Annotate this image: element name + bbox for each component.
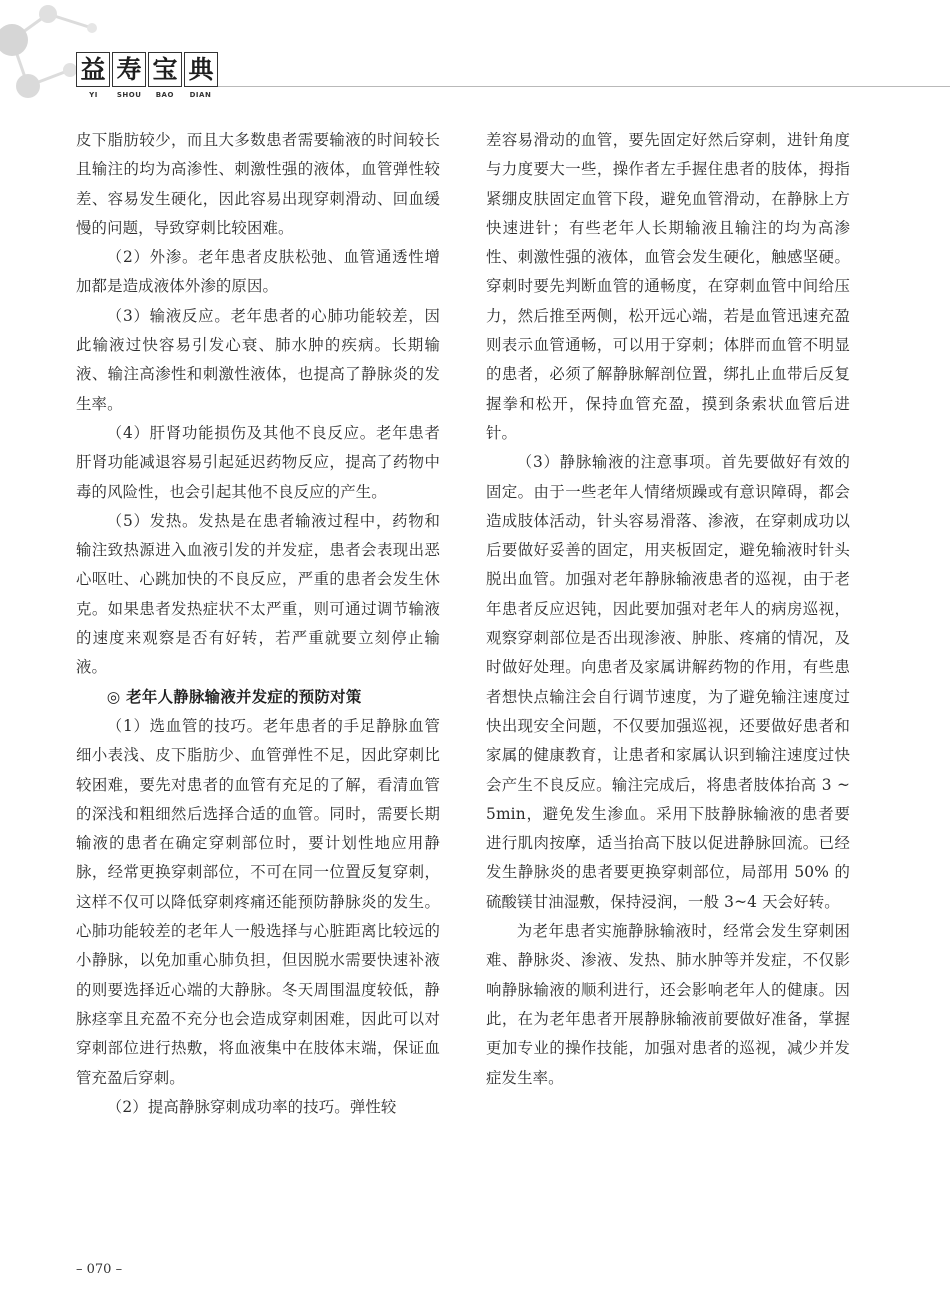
logo-characters <box>76 52 218 87</box>
logo-pinyin-2: SHOU <box>116 91 142 99</box>
logo-pinyin-3: BAO <box>155 91 174 99</box>
header-rule <box>218 86 950 87</box>
right-column <box>486 126 850 1093</box>
logo-char-4: 典 <box>184 52 218 87</box>
paragraph: （4）肝肾功能损伤及其他不良反应。老年患者肝肾功能减退容易引起延迟药物反应，提高了药物中毒的风险性，也会引起其他不良反应的产生。 <box>76 423 440 501</box>
paragraph: （2）外渗。老年患者皮肤松弛、血管通透性增加都是造成液体外渗的原因。 <box>76 248 440 296</box>
paragraph: 为老年患者实施静脉输液时，经常会发生穿刺困难、静脉炎、渗液、发热、肺水肿等并发症，不仅影响静脉输液的顺利进行，还会影响老年人的健康。因此，在为老年患者开展静脉输液前要做好准备，掌握更加专业的操作技能，加强对患者的巡视，减少并发症发生率。 <box>486 922 850 1087</box>
magazine-logo <box>76 52 218 99</box>
paragraph: （5）发热。发热是在患者输液过程中，药物和输注致热源进入血液引发的并发症，患者会表现出恶心呕吐、心跳加快的不良反应，严重的患者会发生休克。如果患者发热症状不太严重，则可通过调节输液的速度来观察是否有好转，若严重就要立刻停止输液。 <box>76 511 440 677</box>
paragraph: （3）静脉输液的注意事项。首先要做好有效的固定。由于一些老年人情绪烦躁或有意识障碍，都会造成肢体活动，针头容易滑落、渗液，在穿刺成功以后要做好妥善的固定，用夹板固定，避免输液时针头脱出血管。加强对老年静脉输液患者的巡视，由于老年患者反应迟钝，因此要加强对老年人的病房巡视，观察穿刺部位是否出现渗液、肿胀、疼痛的情况，及时做好处理。向患者及家属讲解药物的作用，有些患者想快点输注会自行调节速度，为了避免输注速度过快出现安全问题，不仅要加强巡视，还要做好患者和家属的健康教育，让患者和家属认识到输注速度过快会产生不良反应。输注完成后，将患者肢体抬高 3 ~ 5min，避免发生渗血。采用下肢静脉输液的患者要进行肌肉按摩，适当抬高下肢以促进静脉回流。已经发生静脉炎的患者要更换穿刺部位，局部用 50% 的硫酸镁甘油湿敷，保持浸润，一般 3~4 天会好转。 <box>486 453 850 911</box>
section-heading: ◎ 老年人静脉输液并发症的预防对策 <box>106 687 362 706</box>
logo-char-2: 寿 <box>112 52 146 87</box>
logo-pinyin-1: YI <box>89 91 98 99</box>
logo-pinyin <box>76 91 218 99</box>
paragraph: 皮下脂肪较少，而且大多数患者需要输液的时间较长且输注的均为高渗性、刺激性强的液体，血管弹性较差、容易发生硬化，因此容易出现穿刺滑动、回血缓慢的问题，导致穿刺比较困难。 <box>76 131 440 237</box>
paragraph: （2）提高静脉穿刺成功率的技巧。弹性较 <box>106 1097 397 1116</box>
logo-char-3: 宝 <box>148 52 182 87</box>
paragraph: （1）选血管的技巧。老年患者的手足静脉血管细小表浅、皮下脂肪少、血管弹性不足，因此穿刺比较困难，要先对患者的血管有充足的了解，看清血管的深浅和粗细然后选择合适的血管。同时，需要长期输液的患者在确定穿刺部位时，要计划性地应用静脉，经常更换穿刺部位，不可在同一位置反复穿刺，这样不仅可以降低穿刺疼痛还能预防静脉炎的发生。心肺功能较差的老年人一般选择与心脏距离比较远的小静脉，以免加重心肺负担，但因脱水需要快速补液的则要选择近心端的大静脉。冬天周围温度较低，静脉痉挛且充盈不充分也会造成穿刺困难，因此可以对穿刺部位进行热敷，将血液集中在肢体末端，保证血管充盈后穿刺。 <box>76 716 440 1087</box>
paragraph: 差容易滑动的血管，要先固定好然后穿刺，进针角度与力度要大一些，操作者左手握住患者的肢体，拇指紧绷皮肤固定血管下段，避免血管滑动，在静脉上方快速进针；有些老年人长期输液且输注的均为高渗性、刺激性强的液体，血管会发生硬化，触感坚硬。穿刺时要先判断血管的通畅度，在穿刺血管中间给压力，然后推至两侧，松开远心端，若是血管迅速充盈则表示血管通畅，可以用于穿刺；体胖而血管不明显的患者，必须了解静脉解剖位置，绑扎止血带后反复握拳和松开，保持血管充盈，摸到条索状血管后进针。 <box>486 131 850 442</box>
logo-char-1: 益 <box>76 52 110 87</box>
left-column <box>76 126 440 1122</box>
paragraph: （3）输液反应。老年患者的心肺功能较差，因此输液过快容易引发心衰、肺水肿的疾病。长期输液、输注高渗性和刺激性液体，也提高了静脉炎的发生率。 <box>76 306 440 413</box>
page-number: – 070 – <box>76 1262 123 1277</box>
logo-pinyin-4: DIAN <box>189 91 212 99</box>
